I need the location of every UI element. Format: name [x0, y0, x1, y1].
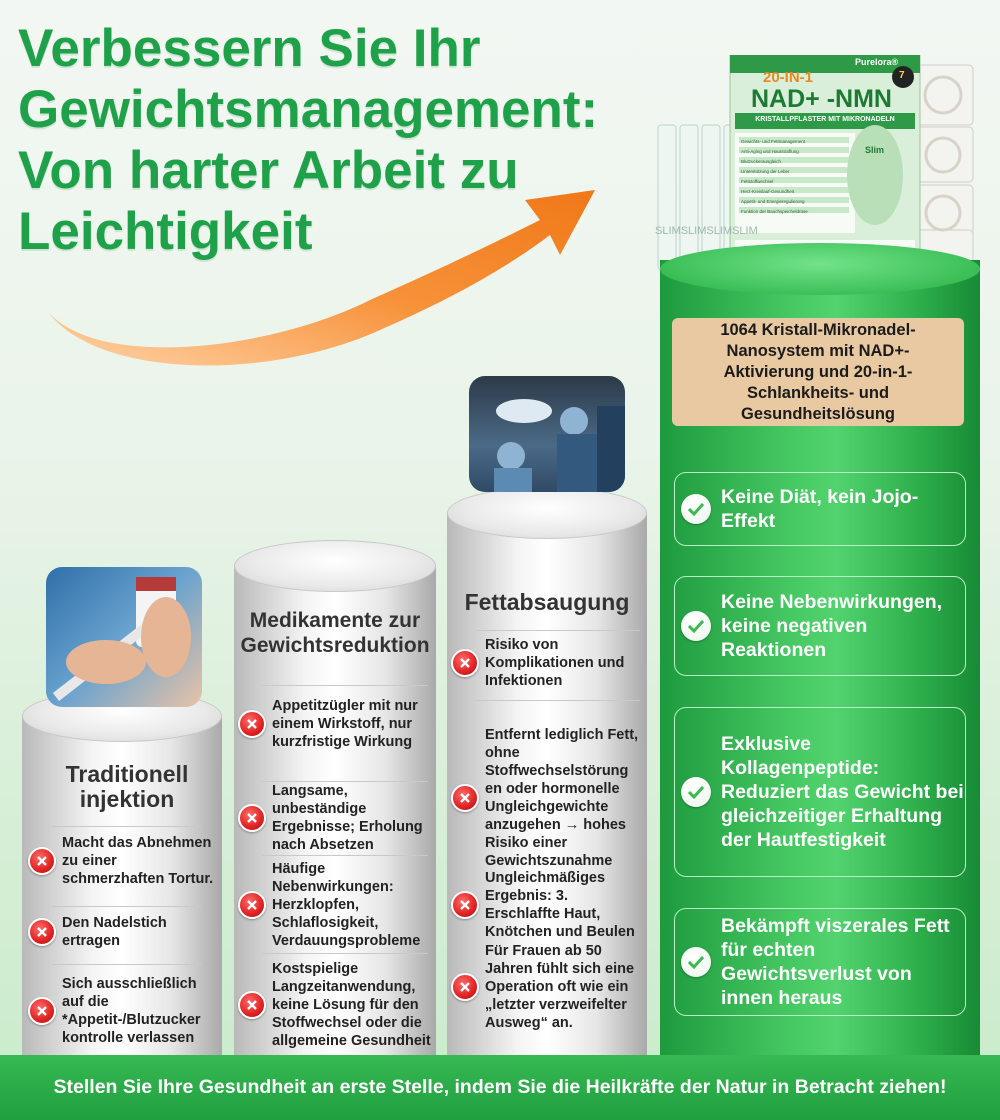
benefit-text: Exklusive Kollagenpeptide: Reduziert das Gewicht bei gleichzeitiger Erhaltung der Hautfestigkeit [721, 733, 964, 851]
red-cross-icon [451, 891, 479, 919]
col2-item [238, 960, 436, 1050]
product-feature: Unterstützung der Leber [741, 169, 790, 174]
green-check-icon [681, 947, 711, 977]
product-line3: KRISTALLPFLASTER MIT MIKRONADELN [755, 116, 895, 123]
red-cross-icon [238, 891, 266, 919]
green-check-icon [681, 777, 711, 807]
col3-item [451, 869, 645, 941]
product-feature: Gewichts- und Fettmanagement [741, 139, 806, 144]
product-line2: NAD+ -NMN [751, 85, 892, 113]
col2-item-text: Langsame, unbeständige Ergebnisse; Erholung nach Absetzen [272, 783, 423, 853]
red-cross-icon [238, 991, 266, 1019]
red-cross-icon [451, 649, 479, 677]
benefit-text: Keine Diät, kein Jojo-Effekt [721, 486, 919, 532]
col2-title: Medikamente zur Gewichtsreduktion [240, 609, 430, 657]
red-cross-icon [238, 804, 266, 832]
col3-title: Fettabsaugung [464, 589, 630, 615]
col1-item-text: Den Nadelstich ertragen [62, 915, 167, 949]
green-check-icon [681, 494, 711, 524]
col3-item-text: Ungleichmäßiges Ergebnis: 3. Erschlaffte Haut, Knötchen und Beulen [485, 870, 635, 940]
product-feature: Herz-Kreislauf-Gesundheit [741, 189, 795, 194]
divider [475, 630, 640, 631]
red-cross-icon [451, 784, 479, 812]
col1-item [28, 914, 214, 950]
col2-item [238, 697, 434, 751]
col2-item [238, 782, 434, 854]
col2-item [238, 860, 434, 950]
divider [52, 964, 202, 965]
divider [262, 953, 428, 954]
product-line1: 20-IN-1 [763, 69, 814, 86]
product-feature: Appetit- und Energieregulierung [741, 199, 805, 204]
product-slim-label: Slim [865, 145, 885, 155]
col1-item-text: Sich ausschließlich auf die *Appetit-/Blutzucker kontrolle verlassen [62, 976, 201, 1046]
col3-item [451, 636, 645, 690]
injection-photo [46, 567, 202, 707]
col1-item-text: Macht das Abnehmen zu einer schmerzhaften Tortur. [62, 835, 214, 887]
benefit-box [674, 707, 966, 877]
col3-item [451, 726, 645, 870]
orange-arrow-icon [40, 180, 600, 380]
vial-label: SLIM [655, 225, 681, 237]
product-brand: Purelora® [855, 57, 899, 67]
col3-item-text: Risiko von Komplikationen und Infektionen [485, 637, 625, 689]
benefit-text: Bekämpft viszerales Fett für echten Gewichtsverlust von innen heraus [721, 915, 950, 1009]
vial-labels [655, 225, 758, 237]
col3-item-text: Entfernt lediglich Fett, ohne Stoffwechselstörung en oder hormonelle Ungleichgewichte anzugehen → hohes Risiko einer Gewichtszunahme [485, 727, 639, 869]
product-feature: Funktion der Bauchspeicheldrüse [741, 209, 808, 214]
red-cross-icon [451, 973, 479, 1001]
red-cross-icon [238, 710, 266, 738]
benefit-box [674, 472, 966, 546]
benefit-box [674, 908, 966, 1016]
nano-system-text: 1064 Kristall-Mikronadel-Nanosystem mit NAD+-Aktivierung und 20-in-1-Schlankheits- und Gesundheitslösung [720, 320, 916, 423]
red-cross-icon [28, 918, 56, 946]
green-check-icon [681, 611, 711, 641]
red-cross-icon [28, 847, 56, 875]
divider [262, 855, 428, 856]
col1-title: Traditionell injektion [65, 761, 189, 812]
product-badge: 7 [899, 70, 905, 81]
headline: Verbessern Sie Ihr Gewichtsmanagement: Von harter Arbeit zu Leichtigkeit [18, 19, 599, 261]
surgery-photo [469, 376, 625, 492]
vial-label: SLIM [732, 225, 758, 237]
product-feature: Fettstoffwechsel [741, 179, 774, 184]
product-feature: Anti-Aging und Hautstraffung [741, 149, 799, 154]
divider [52, 906, 202, 907]
col2-item-text: Häufige Nebenwirkungen: Herzklopfen, Schlaflosigkeit, Verdauungsprobleme [272, 861, 421, 949]
col2-item-text: Appetitzügler mit nur einem Wirkstoff, nur kurzfristige Wirkung [272, 698, 418, 750]
col1-item [28, 975, 214, 1047]
divider [52, 826, 202, 827]
pillar-cap [234, 540, 436, 592]
red-cross-icon [28, 997, 56, 1025]
benefit-text: Keine Nebenwirkungen, keine negativen Reaktionen [721, 591, 943, 661]
col3-item [451, 942, 645, 1032]
divider [262, 685, 428, 686]
col2-item-text: Kostspielige Langzeitanwendung, keine Lösung für den Stoffwechsel oder die allgemeine Gesundheit [272, 961, 431, 1049]
col3-item-text: Für Frauen ab 50 Jahren fühlt sich eine Operation oft wie ein „letzter verzweifelter Ausweg“ an. [485, 943, 635, 1031]
benefit-box [674, 576, 966, 676]
product-feature: Blutzuckerausgleich [741, 159, 782, 164]
footer-banner [0, 1055, 1000, 1120]
footer-text: Stellen Sie Ihre Gesundheit an erste Stelle, indem Sie die Heilkräfte der Natur in Betracht ziehen! [53, 1076, 947, 1098]
divider [475, 700, 640, 701]
product-feature-list [741, 137, 851, 217]
vial-label: SLIM [680, 225, 707, 237]
pillar-cap [447, 487, 647, 539]
vial-label: SLIM [706, 225, 733, 237]
nano-system-box [672, 318, 964, 426]
pillar-product-cap [660, 243, 980, 295]
col1-item [28, 834, 214, 888]
